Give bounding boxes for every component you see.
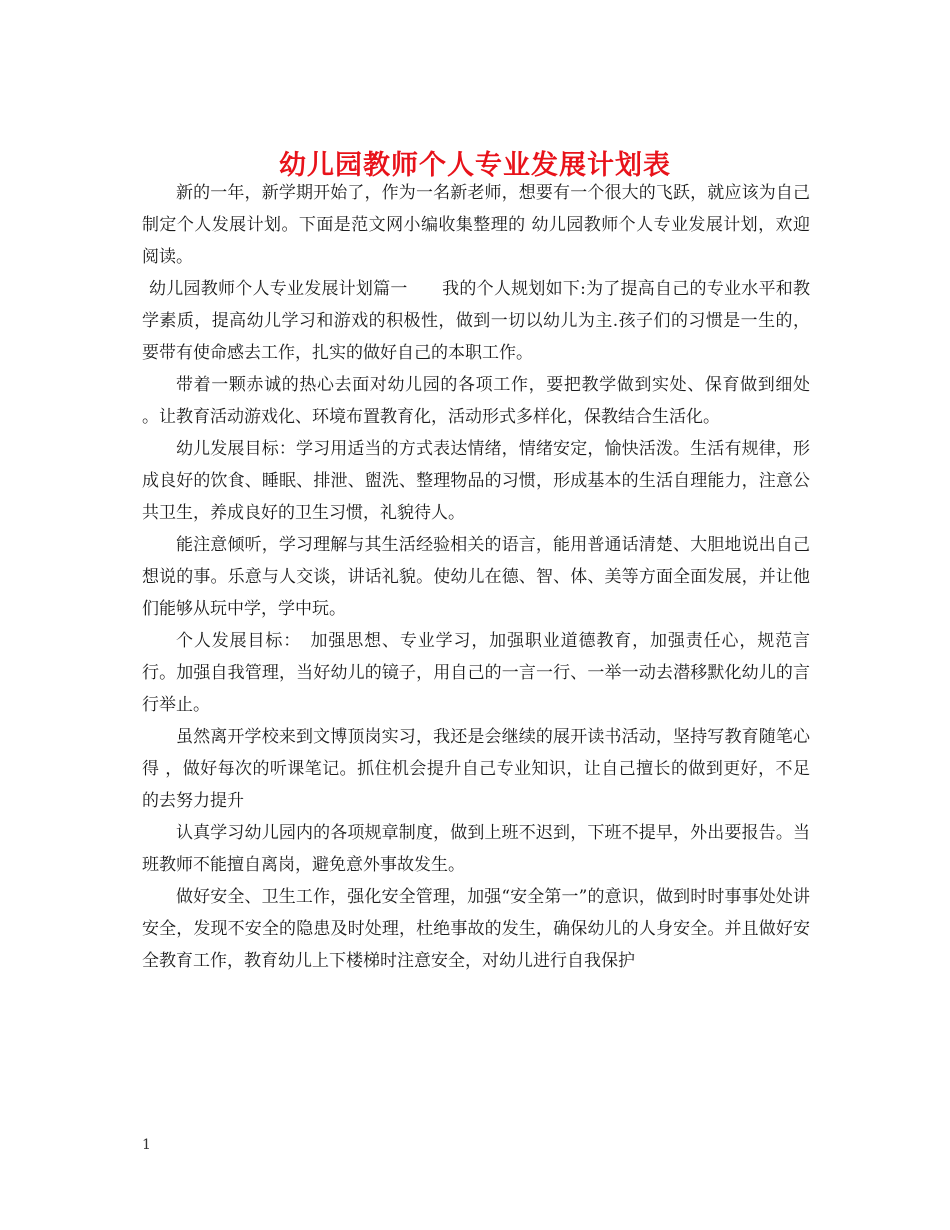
paragraph-personal-goals: 个人发展目标： 加强思想、专业学习，加强职业道德教育，加强责任心，规范言行。加强自我管理，当好幼儿的镜子，用自己的一言一行、一举一动去潜移默化幼儿的言行举止。 <box>142 631 810 715</box>
paragraph-plan-one: 幼儿园教师个人专业发展计划篇一 我的个人规划如下:为了提高自己的专业水平和教学素质，提高幼儿学习和游戏的积极性，做到一切以幼儿为主.孩子们的习惯是一生的，要带有使命感去工作，扎实的做好自己的本职工作。 <box>142 279 810 363</box>
page-number: 1 <box>142 1137 151 1153</box>
paragraph-language-goals: 能注意倾听，学习理解与其生活经验相关的语言，能用普通话清楚、大胆地说出自己想说的事。乐意与人交谈，讲话礼貌。使幼儿在德、智、体、美等方面全面发展，并让他们能够从玩中学，学中玩。 <box>142 535 810 619</box>
paragraph-work-attitude: 带着一颗赤诚的热心去面对幼儿园的各项工作，要把教学做到实处、保育做到细处 。让教育活动游戏化、环境布置教育化，活动形式多样化，保教结合生活化。 <box>142 375 810 427</box>
paragraph-child-goals: 幼儿发展目标：学习用适当的方式表达情绪，情绪安定，愉快活泼。生活有规律，形成良好的饮食、睡眠、排泄、盥洗、整理物品的习惯，形成基本的生活自理能力，注意公共卫生，养成良好的卫生习惯，礼貌待人。 <box>142 439 810 523</box>
document-body <box>142 177 810 977</box>
paragraph-intro: 新的一年，新学期开始了，作为一名新老师，想要有一个很大的飞跃，就应该为自己制定个人发展计划。下面是范文网小编收集整理的 幼儿园教师个人专业发展计划，欢迎阅读。 <box>142 183 810 267</box>
paragraph-rules: 认真学习幼儿园内的各项规章制度，做到上班不迟到，下班不提早，外出要报告。当班教师不能擅自离岗，避免意外事故发生。 <box>142 823 810 875</box>
document-title: 幼儿园教师个人专业发展计划表 <box>279 150 671 182</box>
paragraph-safety: 做好安全、卫生工作，强化安全管理，加强“安全第一”的意识，做到时时事事处处讲安全，发现不安全的隐患及时处理，杜绝事故的发生，确保幼儿的人身安全。并且做好安全教育工作，教育幼儿上下楼梯时注意安全，对幼儿进行自我保护 <box>142 887 810 971</box>
paragraph-study-plan: 虽然离开学校来到文博顶岗实习，我还是会继续的展开读书活动，坚持写教育随笔心得 ，做好每次的听课笔记。抓住机会提升自己专业知识，让自己擅长的做到更好，不足的去努力提升 <box>142 727 810 811</box>
